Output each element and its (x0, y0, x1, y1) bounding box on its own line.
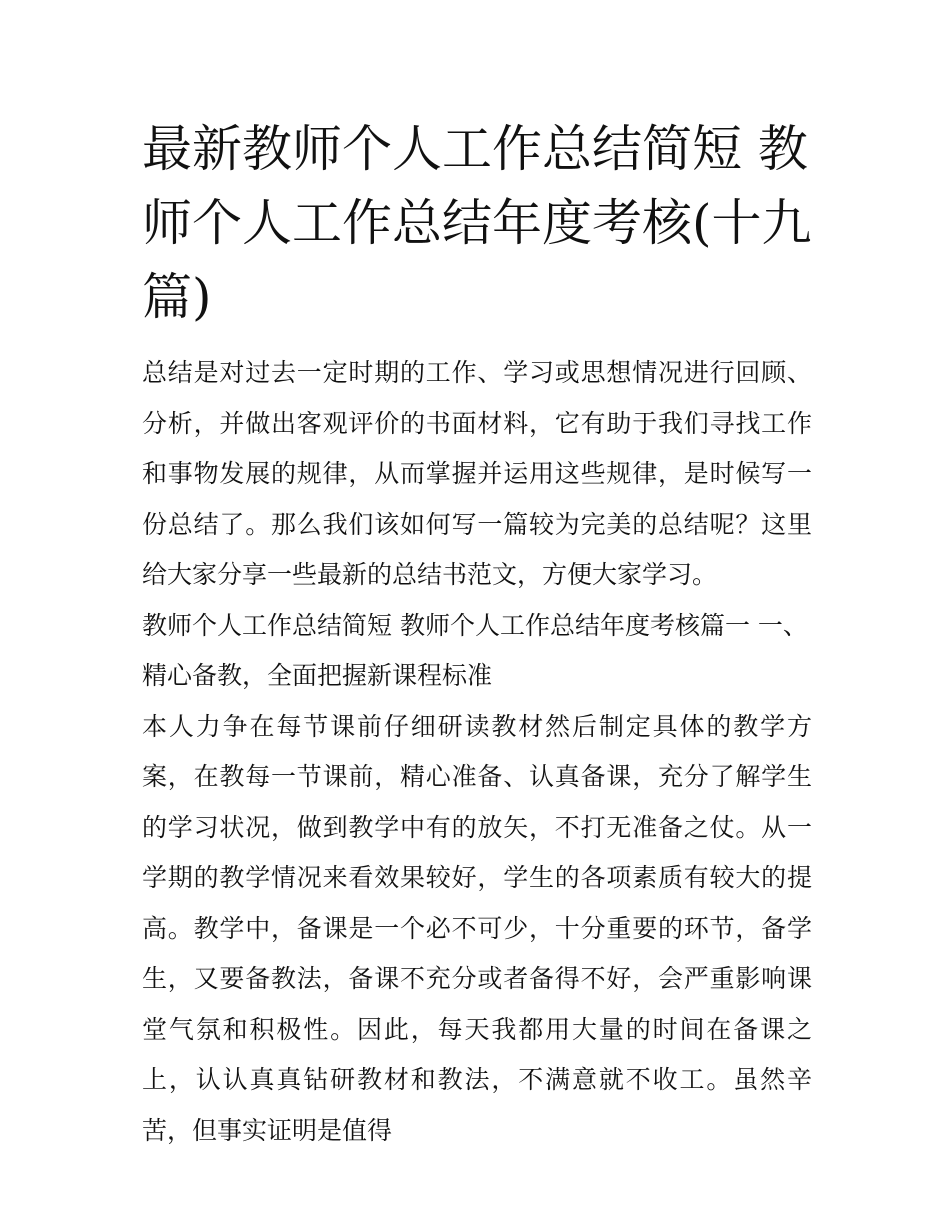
intro-paragraph: 总结是对过去一定时期的工作、学习或思想情况进行回顾、分析，并做出客观评价的书面材料，它有助于我们寻找工作和事物发展的规律，从而掌握并运用这些规律，是时候写一份总结了。那么我们该如何写一篇较为完美的总结呢？这里给大家分享一些最新的总结书范文，方便大家学习。 (142, 358, 812, 589)
body-paragraph: 本人力争在每节课前仔细研读教材然后制定具体的教学方案，在教每一节课前，精心准备、认真备课，充分了解学生的学习状况，做到教学中有的放矢，不打无准备之仗。从一学期的教学情况来看效果较好，学生的各项素质有较大的提高。教学中，备课是一个必不可少，十分重要的环节，备学生，又要备教法，备课不充分或者备得不好，会严重影响课堂气氛和积极性。因此，每天我都用大量的时间在备课之上，认认真真钻研教材和教法，不满意就不收工。虽然辛苦，但事实证明是值得 (142, 711, 812, 1145)
document-title: 最新教师个人工作总结简短 教师个人工作总结年度考核(十九篇) (142, 120, 812, 326)
document-page (142, 112, 812, 1156)
section-heading: 教师个人工作总结简短 教师个人工作总结年度考核篇一 一、精心备教，全面把握新课程标准 (142, 610, 808, 690)
